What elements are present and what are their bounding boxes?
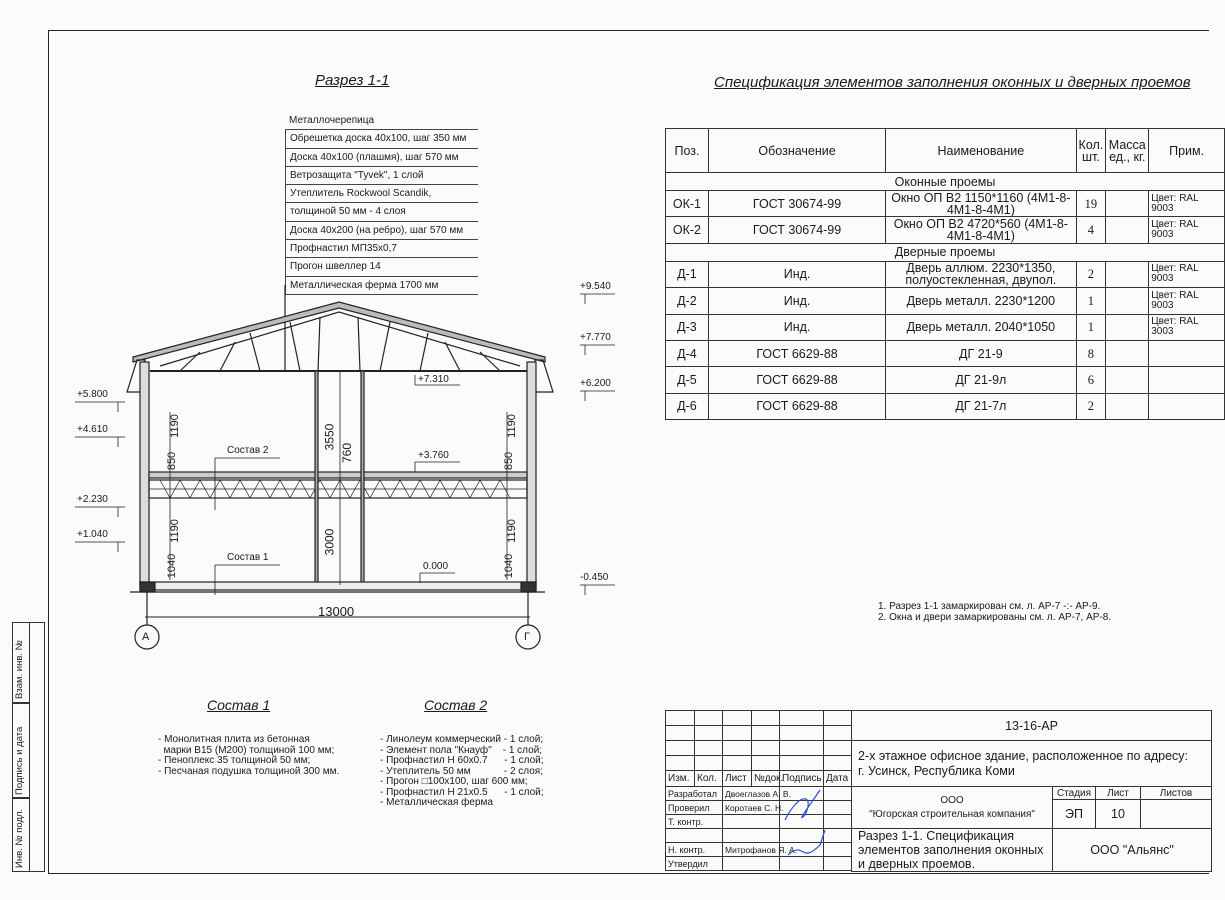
axis-label: Г xyxy=(524,631,530,643)
floor-slab xyxy=(149,472,527,478)
level-mark: +5.800 xyxy=(77,389,108,400)
spec-cell-note: Цвет: RAL 9003 xyxy=(1149,261,1225,287)
dim-text: 850 xyxy=(503,451,516,471)
composition2-title: Состав 2 xyxy=(424,697,488,713)
spec-cell-code: ГОСТ 6629-88 xyxy=(708,367,885,393)
document-code: 13-16-АР xyxy=(852,711,1212,741)
spec-cell-mass xyxy=(1106,367,1149,393)
level-mark: +6.200 xyxy=(580,378,611,389)
spec-row xyxy=(666,217,1225,243)
spec-title: Спецификация элементов заполнения оконных и дверных проемов xyxy=(714,74,1191,91)
composition-line: - Профнастил Н 21х0.5 - 1 слой; xyxy=(380,786,544,798)
layer: Утеплитель Rockwool Scandik, xyxy=(285,185,478,203)
left-wall xyxy=(140,362,149,585)
axis-label: А xyxy=(142,631,150,643)
spec-cell-name: Окно ОП В2 4720*560 (4М1-8-4М1-8-4М1) xyxy=(886,217,1076,243)
spec-cell-qty: 1 xyxy=(1076,314,1106,340)
spec-cell-name: Дверь металл. 2230*1200 xyxy=(886,288,1076,314)
role-label: Т. контр. xyxy=(666,815,723,829)
interior-partition xyxy=(315,371,318,584)
spec-cell-code: ГОСТ 30674-99 xyxy=(708,217,885,243)
composition1-title: Состав 1 xyxy=(207,697,271,713)
spec-row xyxy=(666,261,1225,287)
sheet-title: Разрез 1-1. Спецификация элементов заполнения оконных и дверных проемов. xyxy=(852,829,1053,872)
spec-cell-code: Инд. xyxy=(708,261,885,287)
layer: Прогон швеллер 14 xyxy=(285,258,478,276)
side-stamp-label: Подпись и дата xyxy=(14,726,25,795)
rev-header: Подпись xyxy=(780,771,824,787)
composition-line: - Прогон □100х100, шаг 600 мм; xyxy=(380,776,528,787)
spec-cell-name: ДГ 21-9л xyxy=(886,367,1076,393)
side-stamp-label: Взам. инв. № xyxy=(14,640,25,699)
rev-header: Дата xyxy=(824,771,852,787)
spec-row xyxy=(666,191,1225,217)
note: 2. Окна и двери замаркированы см. л. АР-7, АР-8. xyxy=(878,611,1112,623)
level-mark: +3.760 xyxy=(418,450,449,461)
spec-cell-mass xyxy=(1106,261,1149,287)
spec-cell-qty: 8 xyxy=(1076,340,1106,366)
role-label: Проверил xyxy=(666,801,723,815)
rev-header: Изм. xyxy=(666,771,695,787)
company-name: ООО "Альянс" xyxy=(1053,829,1212,872)
level-mark: -0.450 xyxy=(580,572,609,583)
sheets-value xyxy=(1141,800,1212,829)
object-address: г. Усинск, Республика Коми xyxy=(858,763,1015,778)
spec-row xyxy=(666,393,1225,419)
sheet-value: 10 xyxy=(1096,800,1141,829)
spec-cell-mass xyxy=(1106,340,1149,366)
role-label: Разработал xyxy=(666,787,723,801)
header-cell: Наименование xyxy=(886,129,1076,173)
spec-group-row xyxy=(666,243,1225,261)
spec-cell-name: Окно ОП В2 1150*1160 (4М1-8-4М1-8-4М1) xyxy=(886,191,1076,217)
level-mark: +9.540 xyxy=(580,281,611,292)
spec-cell-mass xyxy=(1106,314,1149,340)
spec-cell-pos: Д-4 xyxy=(666,340,709,366)
header-cell: Масса ед., кг. xyxy=(1106,129,1149,173)
layer: Профнастил МП35х0,7 xyxy=(285,240,478,258)
dim-text: 760 xyxy=(340,442,355,464)
composition-line: - Песчаная подушка толщиной 300 мм. xyxy=(158,765,340,777)
group-title: Оконные проемы xyxy=(666,173,1225,191)
level-mark: +4.610 xyxy=(77,424,108,435)
spec-cell-mass xyxy=(1106,288,1149,314)
rev-header: Лист xyxy=(723,771,752,787)
spec-cell-qty: 1 xyxy=(1076,288,1106,314)
spec-group-row xyxy=(666,173,1225,191)
spec-table xyxy=(665,128,1225,420)
role-person: Коротаев С. Н. xyxy=(723,801,780,815)
signatures xyxy=(780,785,830,865)
role-person: Двоеглазов А. В. xyxy=(723,787,780,801)
spec-cell-name: ДГ 21-7л xyxy=(886,393,1076,419)
spec-cell-code: Инд. xyxy=(708,314,885,340)
ground-slab xyxy=(140,582,536,590)
composition-line: - Монолитная плита из бетонная xyxy=(158,734,310,745)
dim-text: 1190 xyxy=(505,414,518,438)
spec-cell-pos: Д-5 xyxy=(666,367,709,393)
sheet-label: Лист xyxy=(1096,787,1141,800)
right-wall xyxy=(527,362,536,585)
layer: Ветрозащита "Tyvek", 1 слой xyxy=(285,167,478,185)
layer: Металлическая ферма 1700 мм xyxy=(285,277,478,295)
level-mark: +7.310 xyxy=(418,374,449,385)
spec-cell-note xyxy=(1149,340,1225,366)
spec-cell-mass xyxy=(1106,217,1149,243)
spec-cell-pos: ОК-1 xyxy=(666,191,709,217)
spec-cell-code: Инд. xyxy=(708,288,885,314)
spec-row xyxy=(666,288,1225,314)
role-label: Утвердил xyxy=(666,857,723,871)
designer-org: ООО "Югорская строительная компания" xyxy=(852,787,1053,829)
spec-cell-pos: Д-2 xyxy=(666,288,709,314)
spec-header-row xyxy=(666,129,1225,173)
spec-cell-pos: Д-6 xyxy=(666,393,709,419)
spec-cell-note: Цвет: RAL 3003 xyxy=(1149,314,1225,340)
composition-line: - Утеплитель 50 мм - 2 слоя; xyxy=(380,765,543,777)
spec-cell-name: ДГ 21-9 xyxy=(886,340,1076,366)
spec-cell-qty: 19 xyxy=(1076,191,1106,217)
header-cell: Прим. xyxy=(1149,129,1225,173)
side-stamp-label: Инв. № подл. xyxy=(14,808,25,868)
spec-row xyxy=(666,340,1225,366)
composition1-list xyxy=(158,735,339,777)
dim-text: 1190 xyxy=(168,519,181,543)
section-title: Разрез 1-1 xyxy=(315,72,390,89)
sheets-label: Листов xyxy=(1141,787,1212,800)
composition-line: марки В15 (М200) толщиной 100 мм; xyxy=(158,744,335,756)
spec-row xyxy=(666,367,1225,393)
rev-header: Кол. xyxy=(695,771,723,787)
level-mark: +7.770 xyxy=(580,332,611,343)
composition-line: - Элемент пола "Кнауф" - 1 слой; xyxy=(380,744,543,756)
level-mark: 0.000 xyxy=(423,561,449,572)
interior-partition xyxy=(361,371,364,584)
composition-line: - Металлическая ферма xyxy=(380,797,493,808)
composition-label: Состав 1 xyxy=(227,552,269,563)
dim-text: 1190 xyxy=(168,414,181,438)
roof xyxy=(133,302,545,362)
stage-label: Стадия xyxy=(1053,787,1096,800)
composition-label: Состав 2 xyxy=(227,445,269,456)
dim-text: 3550 xyxy=(322,423,337,451)
group-title: Дверные проемы xyxy=(666,243,1225,261)
spec-cell-note xyxy=(1149,367,1225,393)
spec-cell-mass xyxy=(1106,393,1149,419)
composition-line: - Пеноплекс 35 толщиной 50 мм; xyxy=(158,755,311,766)
notes xyxy=(878,602,1111,623)
level-mark: +1.040 xyxy=(77,529,108,540)
role-label: Н. контр. xyxy=(666,843,723,857)
spec-cell-qty: 2 xyxy=(1076,261,1106,287)
dim-text: 850 xyxy=(166,451,179,471)
spec-cell-note xyxy=(1149,393,1225,419)
layer: Металлочерепица xyxy=(285,112,478,130)
object-description: 2-х этажное офисное здание, расположенное по адресу: г. Усинск, Республика Коми xyxy=(852,741,1212,787)
spec-cell-pos: ОК-2 xyxy=(666,217,709,243)
layer: Доска 40х200 (на ребро), шаг 570 мм xyxy=(285,222,478,240)
right-canopy xyxy=(535,360,553,392)
role-person xyxy=(723,857,780,871)
title-block xyxy=(851,710,1212,872)
header-cell: Обозначение xyxy=(708,129,885,173)
note: 1. Разрез 1-1 замаркирован см. л. АР-7 -:- АР-9. xyxy=(878,601,1101,612)
layer: Обрешетка доска 40х100, шаг 350 мм xyxy=(285,130,478,148)
composition-line: - Линолеум коммерческий - 1 слой; xyxy=(380,734,544,745)
spec-cell-note: Цвет: RAL 9003 xyxy=(1149,191,1225,217)
level-mark: +2.230 xyxy=(77,494,108,505)
header-cell: Кол. шт. xyxy=(1076,129,1106,173)
spec-cell-code: ГОСТ 6629-88 xyxy=(708,340,885,366)
section-drawing xyxy=(0,0,660,660)
floor-truss-web xyxy=(149,480,527,498)
spec-row xyxy=(666,314,1225,340)
spec-cell-name: Дверь аллюм. 2230*1350, полуостекленная, двупол. xyxy=(886,261,1076,287)
rev-header: №док. xyxy=(752,771,780,787)
spec-cell-note: Цвет: RAL 9003 xyxy=(1149,217,1225,243)
spec-cell-code: ГОСТ 30674-99 xyxy=(708,191,885,217)
spec-cell-pos: Д-3 xyxy=(666,314,709,340)
spec-cell-pos: Д-1 xyxy=(666,261,709,287)
header-cell: Поз. xyxy=(666,129,709,173)
spec-cell-code: ГОСТ 6629-88 xyxy=(708,393,885,419)
layer: толщиной 50 мм - 4 слоя xyxy=(285,203,478,221)
spec-cell-qty: 6 xyxy=(1076,367,1106,393)
dim-text: 1040 xyxy=(503,553,516,579)
composition-line: - Профнастил Н 60х0.7 - 1 слой; xyxy=(380,755,544,766)
stage-value: ЭП xyxy=(1053,800,1096,829)
spec-cell-name: Дверь металл. 2040*1050 xyxy=(886,314,1076,340)
dim-text: 3000 xyxy=(322,528,337,556)
spec-cell-qty: 2 xyxy=(1076,393,1106,419)
spec-cell-mass xyxy=(1106,191,1149,217)
dim-text: 1190 xyxy=(505,519,518,543)
role-person: Митрофанов Я. А. xyxy=(723,843,780,857)
role-person xyxy=(723,815,780,829)
role-label xyxy=(666,829,723,843)
role-person xyxy=(723,829,780,843)
spec-cell-note: Цвет: RAL 9003 xyxy=(1149,288,1225,314)
spec-cell-qty: 4 xyxy=(1076,217,1106,243)
composition2-list xyxy=(380,735,544,809)
dim-text: 1040 xyxy=(166,553,179,579)
width-dimension: 13000 xyxy=(318,604,355,619)
layer: Доска 40х100 (плашмя), шаг 570 мм xyxy=(285,149,478,167)
